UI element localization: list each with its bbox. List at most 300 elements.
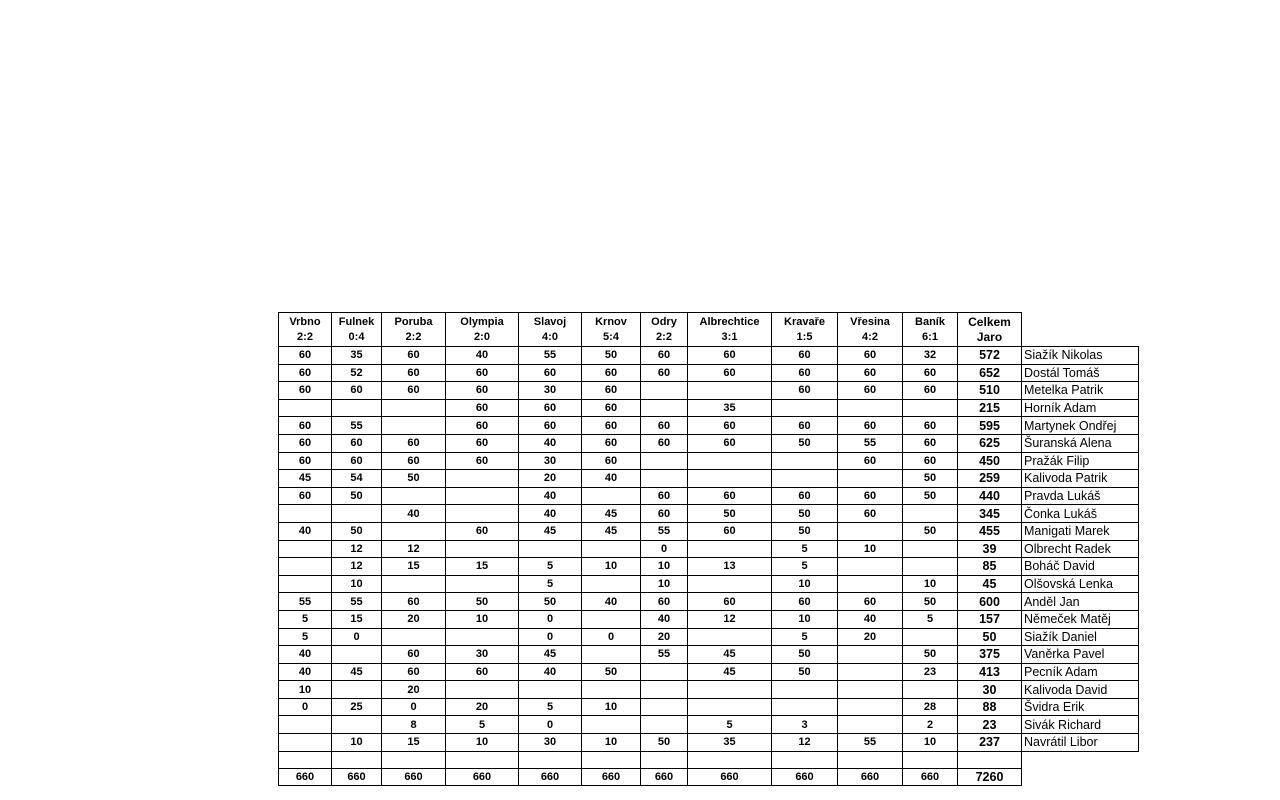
score-cell: 60: [279, 434, 332, 452]
score-cell: 35: [332, 347, 382, 365]
player-name-cell: Kalivoda Patrik: [1022, 470, 1139, 488]
row-total-cell: 85: [958, 558, 1022, 576]
table-row: [279, 734, 1139, 752]
column-name: Olympia: [460, 315, 504, 328]
column-total-cell: 660: [838, 768, 903, 785]
table-row: [279, 646, 1139, 664]
score-cell: 60: [772, 487, 838, 505]
table-row: [279, 522, 1139, 540]
score-cell: 50: [582, 347, 641, 365]
score-cell: 60: [903, 417, 958, 435]
score-cell: 30: [519, 382, 582, 400]
score-cell: 50: [903, 646, 958, 664]
score-cell: 60: [838, 382, 903, 400]
score-cell: [838, 663, 903, 681]
score-cell: [332, 399, 382, 417]
score-cell: [903, 628, 958, 646]
score-cell: 40: [279, 663, 332, 681]
column-total-cell: 660: [519, 768, 582, 785]
column-total-cell: 660: [582, 768, 641, 785]
score-cell: [688, 628, 772, 646]
empty-cell: [519, 751, 582, 768]
score-cell: [838, 522, 903, 540]
score-cell: 20: [446, 698, 519, 716]
player-name-cell: Navrátil Libor: [1022, 734, 1139, 752]
score-cell: 0: [519, 628, 582, 646]
score-cell: 5: [519, 575, 582, 593]
column-header: [519, 313, 582, 347]
score-cell: [446, 575, 519, 593]
row-total-cell: 652: [958, 364, 1022, 382]
score-cell: [641, 382, 688, 400]
total-header-line1: Celkem: [968, 314, 1011, 329]
score-cell: 13: [688, 558, 772, 576]
column-name: Odry: [651, 315, 677, 328]
score-cell: 60: [641, 487, 688, 505]
empty-name-cell: [1022, 751, 1139, 768]
table-row: [279, 610, 1139, 628]
score-cell: 12: [688, 610, 772, 628]
score-cell: [382, 575, 446, 593]
column-name: Krnov: [595, 315, 627, 328]
score-cell: 55: [519, 347, 582, 365]
score-cell: 60: [772, 347, 838, 365]
score-cell: 28: [903, 698, 958, 716]
score-cell: 45: [688, 663, 772, 681]
score-cell: [446, 470, 519, 488]
score-cell: 20: [519, 470, 582, 488]
score-cell: 10: [582, 734, 641, 752]
score-cell: 0: [582, 628, 641, 646]
score-cell: [903, 558, 958, 576]
score-cell: 20: [382, 610, 446, 628]
player-name-cell: Olšovská Lenka: [1022, 575, 1139, 593]
score-cell: [279, 558, 332, 576]
score-cell: [641, 452, 688, 470]
score-cell: [688, 698, 772, 716]
score-cell: 5: [519, 698, 582, 716]
score-cell: 15: [382, 558, 446, 576]
score-cell: 50: [519, 593, 582, 611]
score-cell: [688, 681, 772, 699]
empty-cell: [838, 751, 903, 768]
row-total-cell: 455: [958, 522, 1022, 540]
score-cell: 12: [332, 558, 382, 576]
score-cell: 30: [519, 734, 582, 752]
score-cell: 55: [641, 646, 688, 664]
empty-cell: [958, 751, 1022, 768]
score-cell: 60: [382, 452, 446, 470]
score-cell: [582, 610, 641, 628]
score-cell: 60: [446, 382, 519, 400]
table-row: [279, 558, 1139, 576]
table-row: [279, 452, 1139, 470]
row-total-cell: 215: [958, 399, 1022, 417]
score-cell: 60: [382, 663, 446, 681]
score-cell: 10: [446, 734, 519, 752]
column-name: Vřesina: [850, 315, 890, 328]
column-total-cell: 660: [641, 768, 688, 785]
score-cell: 30: [519, 452, 582, 470]
score-cell: 60: [582, 417, 641, 435]
score-cell: 50: [582, 663, 641, 681]
score-cell: [582, 540, 641, 558]
column-score: 2:2: [405, 330, 422, 343]
score-cell: 10: [838, 540, 903, 558]
row-total-cell: 510: [958, 382, 1022, 400]
score-cell: [772, 399, 838, 417]
row-total-cell: 39: [958, 540, 1022, 558]
score-cell: 0: [519, 610, 582, 628]
score-cell: 40: [838, 610, 903, 628]
score-cell: 10: [641, 575, 688, 593]
column-header: [279, 313, 332, 347]
score-cell: [641, 399, 688, 417]
column-name: Albrechtice: [699, 315, 760, 328]
score-cell: 50: [772, 434, 838, 452]
column-score: 3:1: [721, 330, 738, 343]
column-name: Poruba: [394, 315, 433, 328]
header-row: [279, 313, 1139, 347]
score-cell: 50: [903, 470, 958, 488]
score-cell: 60: [641, 434, 688, 452]
row-total-cell: 23: [958, 716, 1022, 734]
score-cell: 30: [446, 646, 519, 664]
score-cell: 60: [582, 399, 641, 417]
score-cell: 50: [688, 505, 772, 523]
score-cell: [903, 399, 958, 417]
score-cell: [279, 505, 332, 523]
score-cell: 55: [838, 734, 903, 752]
empty-cell: [279, 751, 332, 768]
score-cell: 60: [838, 347, 903, 365]
score-cell: [772, 698, 838, 716]
column-name: Vrbno: [289, 315, 321, 328]
row-total-cell: 572: [958, 347, 1022, 365]
score-cell: 55: [641, 522, 688, 540]
score-cell: 40: [582, 470, 641, 488]
score-cell: 60: [382, 347, 446, 365]
column-score: 1:5: [796, 330, 813, 343]
score-cell: [279, 575, 332, 593]
table-body: [279, 347, 1139, 786]
score-cell: 10: [332, 575, 382, 593]
score-cell: 5: [279, 628, 332, 646]
score-cell: 10: [279, 681, 332, 699]
score-cell: [382, 487, 446, 505]
score-cell: [446, 505, 519, 523]
score-cell: 60: [279, 347, 332, 365]
score-cell: 10: [446, 610, 519, 628]
score-cell: 60: [772, 382, 838, 400]
score-cell: [641, 663, 688, 681]
score-cell: 60: [772, 364, 838, 382]
score-cell: [382, 399, 446, 417]
score-cell: [838, 681, 903, 699]
score-cell: 60: [446, 663, 519, 681]
score-cell: [688, 575, 772, 593]
score-cell: 52: [332, 364, 382, 382]
score-cell: [382, 522, 446, 540]
column-total-cell: 660: [772, 768, 838, 785]
score-cell: 60: [641, 364, 688, 382]
score-cell: 60: [903, 452, 958, 470]
score-cell: 40: [519, 505, 582, 523]
column-header: [772, 313, 838, 347]
column-score: 5:4: [603, 330, 619, 343]
score-cell: 50: [332, 487, 382, 505]
score-cell: [582, 487, 641, 505]
score-cell: 60: [688, 364, 772, 382]
score-cell: 20: [838, 628, 903, 646]
column-header: [446, 313, 519, 347]
score-cell: 60: [903, 382, 958, 400]
score-cell: 60: [688, 522, 772, 540]
score-cell: 35: [688, 734, 772, 752]
score-cell: 55: [279, 593, 332, 611]
row-total-cell: 440: [958, 487, 1022, 505]
score-cell: 60: [519, 364, 582, 382]
score-cell: 10: [772, 610, 838, 628]
score-cell: 50: [903, 522, 958, 540]
score-cell: 50: [903, 487, 958, 505]
score-cell: [838, 698, 903, 716]
score-cell: 25: [332, 698, 382, 716]
score-cell: 50: [641, 734, 688, 752]
score-cell: [838, 399, 903, 417]
column-score: 4:2: [862, 330, 878, 343]
table-row: [279, 487, 1139, 505]
score-cell: [903, 505, 958, 523]
score-cell: 0: [279, 698, 332, 716]
score-cell: 45: [519, 522, 582, 540]
score-cell: [641, 681, 688, 699]
player-name-cell: Siažík Nikolas: [1022, 347, 1139, 365]
table-row: [279, 364, 1139, 382]
attendance-table: [278, 312, 1139, 786]
player-name-cell: Kalivoda David: [1022, 681, 1139, 699]
table-row: [279, 681, 1139, 699]
score-cell: [641, 470, 688, 488]
player-name-cell: Vaněrka Pavel: [1022, 646, 1139, 664]
row-total-cell: 45: [958, 575, 1022, 593]
total-header-line2: Jaro: [976, 329, 1003, 344]
score-cell: 5: [279, 610, 332, 628]
column-score: 0:4: [348, 330, 365, 343]
row-total-cell: 88: [958, 698, 1022, 716]
table-row: [279, 716, 1139, 734]
table-row: [279, 505, 1139, 523]
score-cell: 0: [332, 628, 382, 646]
table-row: [279, 575, 1139, 593]
score-cell: 60: [838, 417, 903, 435]
table-row: [279, 347, 1139, 365]
table-row: [279, 663, 1139, 681]
header-blank-cell: [1022, 313, 1139, 347]
empty-cell: [772, 751, 838, 768]
score-cell: 60: [582, 382, 641, 400]
score-cell: [446, 487, 519, 505]
player-name-cell: Němeček Matěj: [1022, 610, 1139, 628]
score-cell: 55: [332, 593, 382, 611]
column-total-cell: 660: [279, 768, 332, 785]
empty-cell: [641, 751, 688, 768]
score-cell: 3: [772, 716, 838, 734]
score-cell: [332, 716, 382, 734]
column-header: [641, 313, 688, 347]
row-total-cell: 237: [958, 734, 1022, 752]
row-total-cell: 625: [958, 434, 1022, 452]
column-total-cell: 660: [446, 768, 519, 785]
score-cell: 2: [903, 716, 958, 734]
score-cell: 60: [641, 417, 688, 435]
score-cell: 55: [332, 417, 382, 435]
score-cell: 54: [332, 470, 382, 488]
score-cell: [582, 646, 641, 664]
score-cell: 10: [903, 575, 958, 593]
score-cell: 12: [332, 540, 382, 558]
column-header: [903, 313, 958, 347]
score-cell: [446, 540, 519, 558]
score-cell: [332, 646, 382, 664]
player-name-cell: Pražák Filip: [1022, 452, 1139, 470]
column-total-cell: 660: [332, 768, 382, 785]
score-cell: 10: [332, 734, 382, 752]
table-row: [279, 593, 1139, 611]
score-cell: 10: [903, 734, 958, 752]
score-cell: [279, 716, 332, 734]
score-cell: 60: [582, 364, 641, 382]
column-name: Slavoj: [533, 315, 567, 328]
score-cell: 60: [446, 434, 519, 452]
score-cell: 60: [688, 347, 772, 365]
score-cell: 60: [382, 434, 446, 452]
empty-cell: [332, 751, 382, 768]
score-cell: 60: [519, 417, 582, 435]
score-cell: 60: [772, 417, 838, 435]
score-cell: 50: [332, 522, 382, 540]
score-cell: 55: [838, 434, 903, 452]
score-cell: 45: [582, 505, 641, 523]
score-cell: 45: [519, 646, 582, 664]
score-cell: 50: [446, 593, 519, 611]
score-cell: [772, 452, 838, 470]
score-cell: 20: [382, 681, 446, 699]
score-cell: 50: [772, 522, 838, 540]
table-row: [279, 628, 1139, 646]
score-cell: 60: [382, 382, 446, 400]
score-cell: 60: [519, 399, 582, 417]
score-cell: 0: [382, 698, 446, 716]
player-name-cell: Dostál Tomáš: [1022, 364, 1139, 382]
score-cell: 40: [519, 487, 582, 505]
score-cell: 5: [772, 558, 838, 576]
column-header: [332, 313, 382, 347]
score-cell: 60: [772, 593, 838, 611]
score-cell: [641, 698, 688, 716]
score-cell: 15: [446, 558, 519, 576]
score-cell: [332, 505, 382, 523]
score-cell: 60: [382, 364, 446, 382]
total-column-header: [958, 313, 1022, 347]
score-cell: 35: [688, 399, 772, 417]
player-name-cell: Pravda Lukáš: [1022, 487, 1139, 505]
totals-row: [279, 768, 1139, 785]
score-cell: 60: [688, 487, 772, 505]
score-cell: 10: [582, 558, 641, 576]
score-cell: 60: [279, 382, 332, 400]
row-total-cell: 30: [958, 681, 1022, 699]
column-name: Baník: [915, 315, 945, 328]
score-cell: [279, 540, 332, 558]
score-cell: [838, 646, 903, 664]
score-cell: 32: [903, 347, 958, 365]
score-cell: 45: [332, 663, 382, 681]
table-row: [279, 698, 1139, 716]
column-score: 4:0: [542, 330, 558, 343]
score-cell: [382, 417, 446, 435]
score-cell: [688, 540, 772, 558]
column-header: [582, 313, 641, 347]
score-cell: 60: [903, 434, 958, 452]
score-cell: 60: [688, 434, 772, 452]
score-cell: [279, 399, 332, 417]
player-name-cell: Horník Adam: [1022, 399, 1139, 417]
score-cell: [838, 716, 903, 734]
empty-cell: [382, 751, 446, 768]
grand-total-cell: 7260: [958, 768, 1022, 785]
score-cell: 60: [641, 505, 688, 523]
totals-blank-cell: [1022, 768, 1139, 785]
table-row: [279, 382, 1139, 400]
score-cell: 60: [641, 347, 688, 365]
score-cell: [688, 470, 772, 488]
empty-row: [279, 751, 1139, 768]
row-total-cell: 259: [958, 470, 1022, 488]
score-cell: [772, 470, 838, 488]
score-cell: 45: [688, 646, 772, 664]
score-cell: [903, 540, 958, 558]
score-cell: 60: [838, 452, 903, 470]
row-total-cell: 600: [958, 593, 1022, 611]
table-row: [279, 470, 1139, 488]
column-header: [688, 313, 772, 347]
table-row: [279, 399, 1139, 417]
score-cell: 60: [838, 364, 903, 382]
player-name-cell: Čonka Lukáš: [1022, 505, 1139, 523]
score-cell: [279, 734, 332, 752]
column-name: Kravaře: [784, 315, 825, 328]
score-cell: [903, 681, 958, 699]
score-cell: 60: [838, 505, 903, 523]
row-total-cell: 595: [958, 417, 1022, 435]
score-cell: 0: [519, 716, 582, 734]
score-cell: [446, 628, 519, 646]
score-cell: 40: [279, 522, 332, 540]
player-name-cell: Pecník Adam: [1022, 663, 1139, 681]
score-cell: 60: [446, 522, 519, 540]
row-total-cell: 450: [958, 452, 1022, 470]
player-name-cell: Šuranská Alena: [1022, 434, 1139, 452]
score-cell: [688, 452, 772, 470]
column-score: 6:1: [922, 330, 938, 343]
score-cell: 50: [772, 505, 838, 523]
score-cell: [582, 716, 641, 734]
score-cell: 50: [772, 663, 838, 681]
column-score: 2:2: [656, 330, 672, 343]
score-cell: 60: [279, 364, 332, 382]
score-cell: 40: [519, 663, 582, 681]
